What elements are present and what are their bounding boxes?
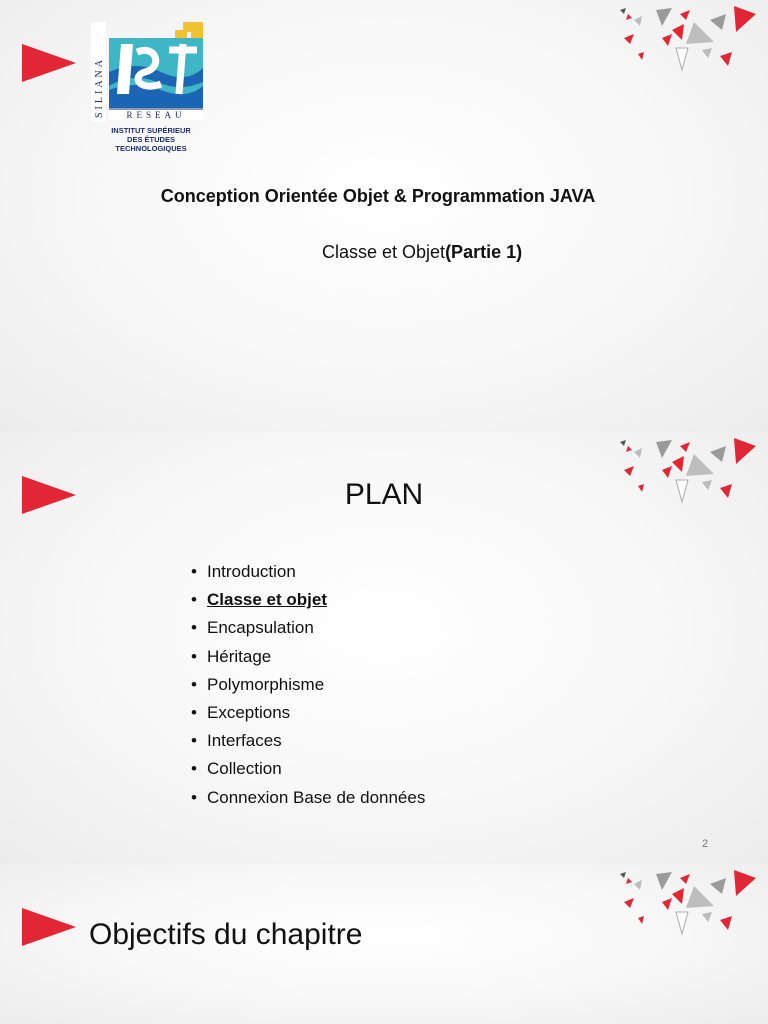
slide-objectives bbox=[0, 864, 768, 1024]
plan-item: • Héritage bbox=[191, 646, 272, 666]
course-title: Conception Orientée Objet & Programmation JAVA bbox=[160, 186, 596, 206]
plan-item-label: Exceptions bbox=[207, 702, 291, 722]
plan-item: • Encapsulation bbox=[191, 618, 314, 638]
plan-title: PLAN bbox=[344, 478, 424, 511]
plan-list bbox=[191, 558, 425, 812]
triangle-pattern-decoration bbox=[610, 864, 768, 944]
plan-item-active: • Classe et objet bbox=[191, 590, 327, 610]
chapter-subtitle-main: Classe et Objet bbox=[322, 242, 446, 262]
logo-institute-line: TECHNOLOGIQUES bbox=[115, 144, 187, 153]
plan-item-label: Collection bbox=[207, 759, 282, 779]
red-triangle-arrow-icon bbox=[22, 44, 76, 82]
triangle-pattern-decoration bbox=[610, 0, 768, 80]
logo-network-text: RESEAU bbox=[126, 110, 186, 120]
iset-logo bbox=[91, 22, 209, 154]
plan-item: • Collection bbox=[191, 759, 282, 779]
logo-institute-line: INSTITUT SUPÉRIEUR bbox=[111, 126, 191, 135]
plan-item-label: Introduction bbox=[207, 562, 296, 581]
plan-item: • Introduction bbox=[191, 562, 296, 581]
objectives-title: Objectifs du chapitre bbox=[89, 918, 363, 951]
plan-item: • Connexion Base de données bbox=[191, 787, 426, 807]
slide-plan bbox=[0, 432, 768, 864]
plan-item: • Polymorphisme bbox=[191, 674, 325, 694]
plan-item-label: Connexion Base de données bbox=[207, 787, 426, 807]
page-number: 2 bbox=[702, 838, 709, 850]
plan-item-label: Interfaces bbox=[207, 731, 282, 751]
plan-item-label: Encapsulation bbox=[207, 618, 314, 638]
chapter-subtitle-part: (Partie 1) bbox=[445, 242, 523, 262]
plan-item-label: Classe et objet bbox=[207, 590, 327, 610]
red-triangle-arrow-icon bbox=[22, 908, 76, 946]
logo-vertical-text: SILIANA bbox=[94, 57, 105, 118]
logo-institute-line: DES ÉTUDES bbox=[127, 135, 175, 144]
plan-item: • Exceptions bbox=[191, 702, 291, 722]
plan-item: • Interfaces bbox=[191, 731, 282, 751]
plan-item-label: Héritage bbox=[207, 646, 272, 666]
plan-item-label: Polymorphisme bbox=[207, 674, 325, 694]
slide-title bbox=[0, 0, 768, 432]
chapter-subtitle bbox=[322, 242, 522, 263]
